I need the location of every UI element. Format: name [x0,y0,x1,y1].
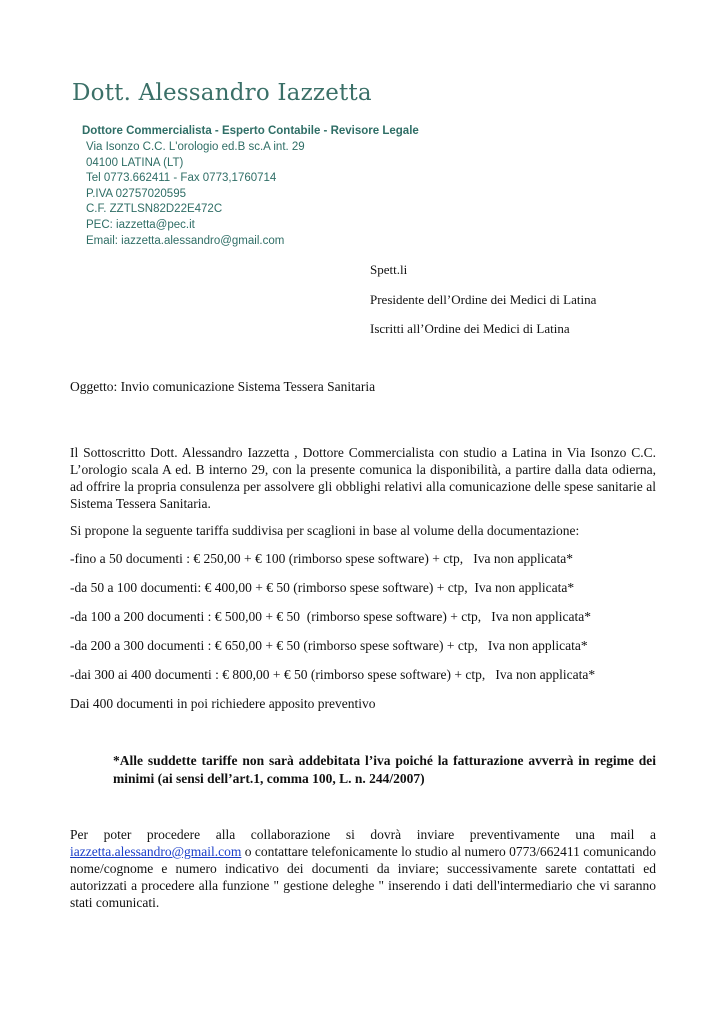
closing-text-after: o contattare telefonicamente lo studio al numero 0773/662411 comunicando nome/cognome e numero indicativo dei documenti da inviare; successivamente sarete contattati ed autorizzati a procedere alla funzione " gestione deleghe " inserendo i dati dell'intermediario che vi saranno stati comunicati. [70,844,656,910]
letterhead-title: Dottore Commercialista - Esperto Contabile - Revisore Legale [82,125,419,137]
letterhead-email: Email: iazzetta.alessandro@gmail.com [86,234,285,247]
intro-paragraph: Il Sottoscritto Dott. Alessandro Iazzetta , Dottore Commercialista con studio a Latina in Via Isonzo C.C. L’orologio scala A ed. B interno 29, con la presente comunica la disponibilità, a partire dalla data odierna, ad offrire la propria consulenza per assolvere gli obblighi relativi alla comunicazione delle spese sanitarie al Sistema Tessera Sanitaria. [70,445,656,511]
letterhead-vat: P.IVA 02757020595 [86,187,186,200]
recipient-salutation: Spett.li [370,262,408,277]
letterhead-phone: Tel 0773.662411 - Fax 0773,1760714 [86,172,277,185]
letterhead-address: Via Isonzo C.C. L'orologio ed.B sc.A int. 29 [86,141,305,153]
letterhead-name: Dott. Alessandro Iazzetta [72,80,372,106]
recipients-block [370,262,596,351]
proposal-paragraph: Si propone la seguente tariffa suddivisa per scaglioni in base al volume della documentazione: [70,523,580,538]
tier-line: -da 200 a 300 documenti : € 650,00 + € 50 (rimborso spese software) + ctp, Iva non applicata* [70,638,588,653]
tier-line: -da 100 a 200 documenti : € 500,00 + € 50 (rimborso spese software) + ctp, Iva non applicata* [70,609,591,624]
tier-quote-note: Dai 400 documenti in poi richiedere apposito preventivo [70,696,376,711]
closing-paragraph [70,826,656,911]
recipient-president: Presidente dell’Ordine dei Medici di Latina [370,291,597,307]
recipient-members: Iscritti all’Ordine dei Medici di Latina [370,321,570,336]
tier-line: -dai 300 ai 400 documenti : € 800,00 + € 50 (rimborso spese software) + ctp, Iva non applicata* [70,667,596,682]
email-link[interactable]: iazzetta.alessandro@gmail.com [70,844,242,859]
letterhead-city: 04100 LATINA (LT) [86,156,184,169]
letterhead-details [82,124,419,249]
letterhead-fiscal-code: C.F. ZZTLSN82D22E472C [86,203,223,216]
tier-line: -da 50 a 100 documenti: € 400,00 + € 50 (rimborso spese software) + ctp, Iva non applicata* [70,580,575,595]
tier-line: -fino a 50 documenti : € 250,00 + € 100 (rimborso spese software) + ctp, Iva non applicata* [70,551,573,566]
vat-footnote: *Alle suddette tariffe non sarà addebitata l’iva poiché la fatturazione avverrà in regime dei minimi (ai sensi dell’art.1, comma 100, L. n. 244/2007) [113,753,656,786]
subject-line: Oggetto: Invio comunicazione Sistema Tessera Sanitaria [70,379,376,394]
closing-text-before: Per poter procedere alla collaborazione si dovrà inviare preventivamente una mail a [70,827,656,842]
letterhead-pec: PEC: iazzetta@pec.it [86,218,195,231]
